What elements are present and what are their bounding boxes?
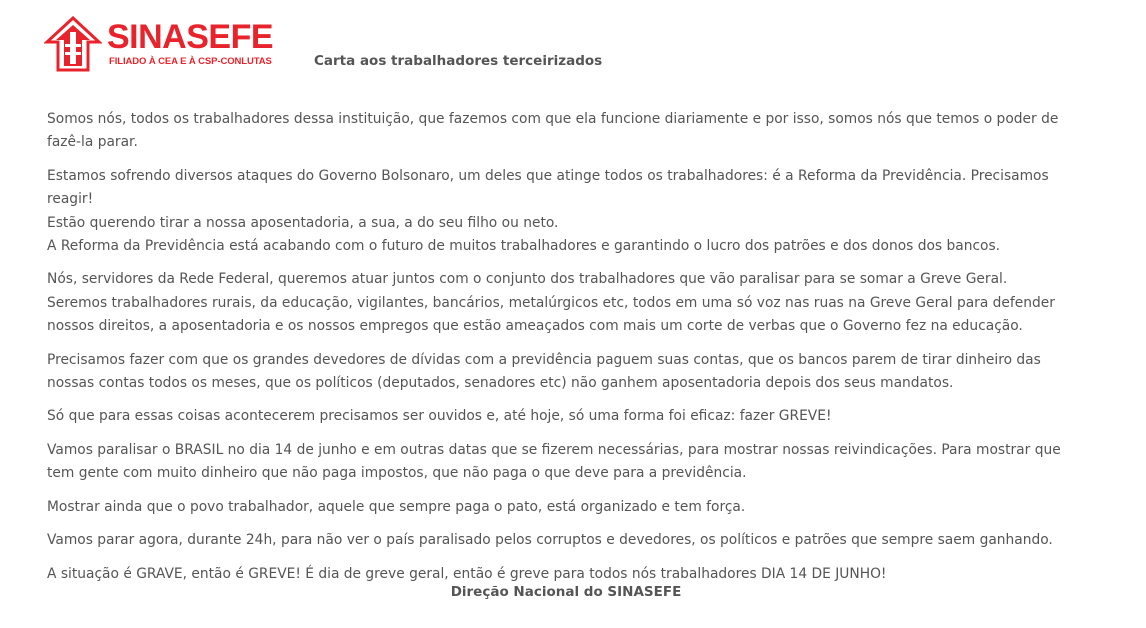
sinasefe-logo xyxy=(44,14,284,74)
paragraph-line: A situação é GRAVE, então é GREVE! É dia de greve geral, então é greve para todos nós trabalhadores DIA 14 DE JUNHO! xyxy=(47,565,887,582)
paragraph xyxy=(47,165,1087,259)
paragraph xyxy=(47,268,1087,338)
logo-name: SINASEFE xyxy=(107,18,274,56)
paragraph-line: Seremos trabalhadores rurais, da educação, vigilantes, bancários, metalúrgicos etc, todos em uma só voz nas ruas na Greve Geral para defender nossos direitos, a aposentadoria e os nossos empregos que estão ameaçados com mais um corte de verbas que o Governo fez na educação. xyxy=(47,294,1055,335)
paragraph xyxy=(47,496,1087,519)
sinasefe-emblem-icon xyxy=(44,16,102,72)
paragraph-line: Precisamos fazer com que os grandes devedores de dívidas com a previdência paguem suas contas, que os bancos parem de tirar dinheiro das nossas contas todos os meses, que os políticos (deputados, senadores etc) não ganhem aposentadoria depois dos seus mandatos. xyxy=(47,351,1041,392)
paragraph-line: Só que para essas coisas acontecerem precisamos ser ouvidos e, até hoje, só uma forma foi eficaz: fazer GREVE! xyxy=(47,408,832,425)
page-title: Carta aos trabalhadores terceirizados xyxy=(314,53,603,69)
paragraph xyxy=(47,529,1087,552)
paragraph xyxy=(47,439,1087,486)
paragraph-line: Vamos paralisar o BRASIL no dia 14 de junho e em outras datas que se fizerem necessárias, para mostrar nossas reivindicações. Para mostrar que tem gente com muito dinheiro que não paga impostos, que não paga o que deve para a previdência. xyxy=(47,441,1061,482)
page-header xyxy=(44,14,1104,74)
paragraph xyxy=(47,349,1087,396)
paragraph xyxy=(47,108,1087,155)
paragraph xyxy=(47,563,1087,586)
signature: Direção Nacional do SINASEFE xyxy=(450,584,682,600)
paragraph-line: Mostrar ainda que o povo trabalhador, aquele que sempre paga o pato, está organizado e tem força. xyxy=(47,498,746,515)
logo-subtitle: FILIADO À CEA E À CSP-CONLUTAS xyxy=(109,56,272,67)
paragraph-line: Vamos parar agora, durante 24h, para não ver o país paralisado pelos corruptos e devedores, os políticos e patrões que sempre saem ganhando. xyxy=(47,532,1053,549)
paragraph xyxy=(47,405,1087,428)
paragraph-line: Nós, servidores da Rede Federal, queremos atuar juntos com o conjunto dos trabalhadores que vão paralisar para se somar a Greve Geral. xyxy=(47,271,1008,288)
paragraph-line: Estão querendo tirar a nossa aposentadoria, a sua, a do seu filho ou neto. xyxy=(47,214,559,231)
paragraph-line: Somos nós, todos os trabalhadores dessa instituição, que fazemos com que ela funcione diariamente e por isso, somos nós que temos o poder de fazê-la parar. xyxy=(47,111,1059,151)
paragraph-line: Estamos sofrendo diversos ataques do Governo Bolsonaro, um deles que atinge todos os trabalhadores: é a Reforma da Previdência. Precisamos reagir! xyxy=(47,167,1049,208)
paragraph-line: A Reforma da Previdência está acabando com o futuro de muitos trabalhadores e garantindo o lucro dos patrões e dos donos dos bancos. xyxy=(47,238,1001,255)
letter-body xyxy=(47,108,1087,596)
